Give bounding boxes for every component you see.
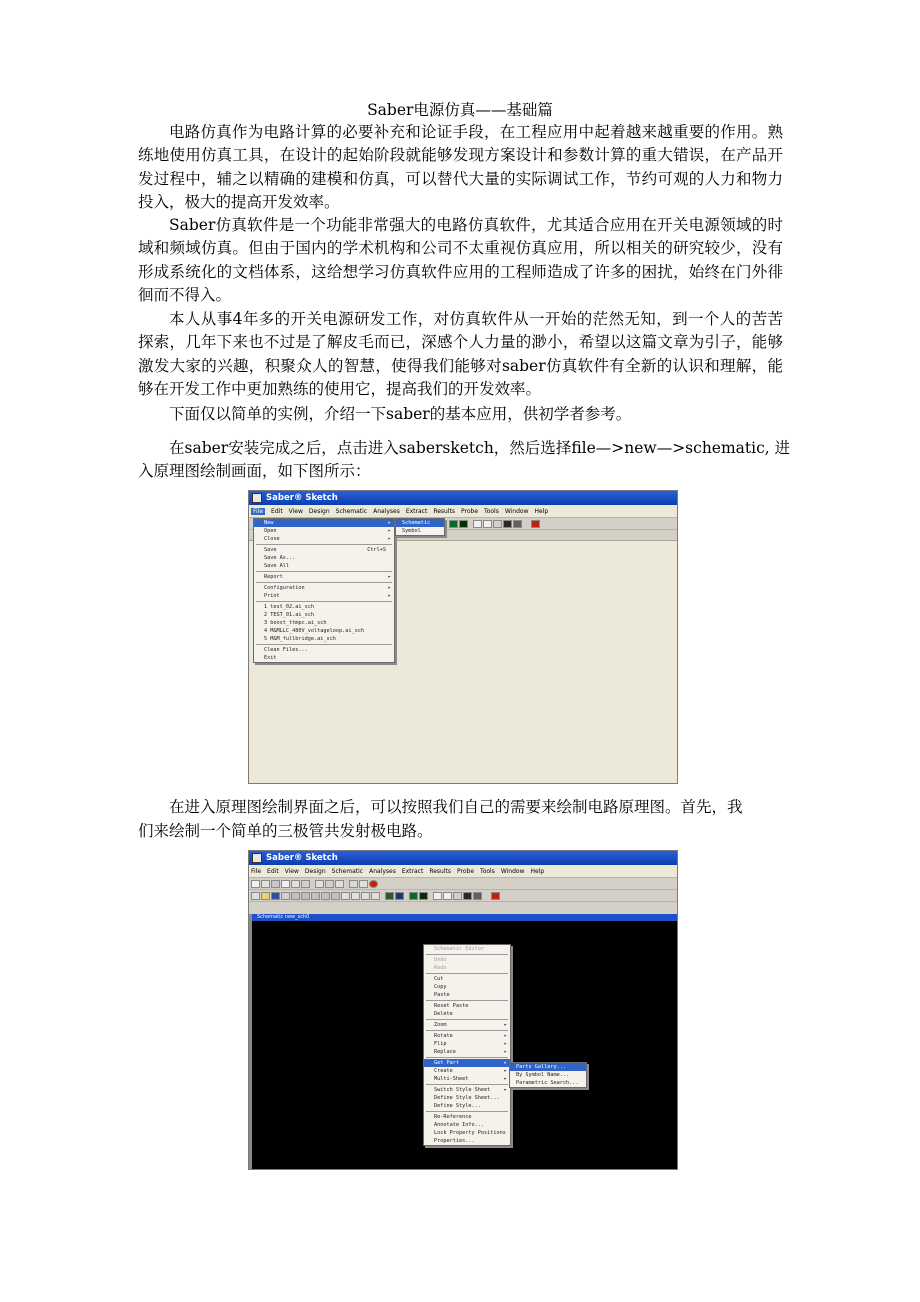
window-title: Saber® Sketch (266, 853, 338, 863)
menu-analyses[interactable]: Analyses (373, 507, 400, 515)
menu-design[interactable]: Design (308, 507, 330, 515)
wave-icon[interactable] (433, 892, 442, 900)
menu-results[interactable]: Results (429, 867, 452, 875)
menu-edit[interactable]: Edit (271, 507, 283, 515)
menu-item-cut[interactable]: Cut (434, 976, 444, 982)
step-icon[interactable] (483, 520, 492, 528)
menu-edit[interactable]: Edit (267, 867, 279, 875)
menu-item-reset-paste[interactable]: Reset Paste (434, 1003, 469, 1009)
file-menu-dropdown (253, 518, 395, 663)
report-icon[interactable] (491, 892, 500, 900)
schematic-context-menu (423, 944, 511, 1146)
menu-item-get-part[interactable]: Get Part ▸ (424, 1059, 510, 1067)
submenu-item-parametric-search[interactable]: Parametric Search... (516, 1080, 579, 1086)
submenu-arrow-icon: ▸ (387, 593, 391, 599)
zoom-fit-icon[interactable] (371, 892, 380, 900)
menu-item-clean-files[interactable]: Clean Files... (264, 647, 308, 653)
hierarchy-icon[interactable] (315, 880, 324, 888)
document-title: Saber电源仿真——基础篇 (367, 101, 553, 119)
menu-extract[interactable]: Extract (401, 867, 424, 875)
pin-icon[interactable] (271, 880, 280, 888)
simulate-icon[interactable] (335, 880, 344, 888)
submenu-arrow-icon: ▸ (387, 520, 391, 526)
print-icon[interactable] (281, 892, 290, 900)
recent-file-item[interactable]: 1 test_02.ai_sch (264, 604, 314, 610)
menu-help[interactable]: Help (534, 507, 549, 515)
menu-design[interactable]: Design (304, 867, 326, 875)
menu-view[interactable]: View (284, 867, 299, 875)
timer-icon[interactable] (291, 880, 300, 888)
submenu-arrow-icon: ▸ (503, 1022, 507, 1028)
submenu-arrow-icon: ▸ (503, 1087, 507, 1093)
shortcut-label: Ctrl+S (367, 547, 386, 553)
menu-item-close[interactable]: Close ▸ (264, 536, 391, 542)
app-icon (252, 853, 262, 863)
cursor-icon[interactable] (513, 520, 522, 528)
paragraph-4: 下面仅以简单的实例，介绍一下saber的基本应用，供初学者参考。 (169, 405, 632, 423)
menu-results[interactable]: Results (433, 507, 456, 515)
menu-item-create[interactable]: Create ▸ (434, 1068, 507, 1074)
probe-icon[interactable] (493, 520, 502, 528)
menu-analyses[interactable]: Analyses (369, 867, 396, 875)
copy-icon[interactable] (301, 892, 310, 900)
submenu-item-parts-gallery[interactable]: Parts Gallery... (510, 1063, 586, 1071)
zoom-in-icon[interactable] (341, 892, 350, 900)
menu-item-redo[interactable]: Redo (434, 965, 447, 971)
bar-graph-icon[interactable] (359, 880, 368, 888)
app-icon (252, 493, 262, 503)
new-submenu (395, 518, 445, 536)
cursor-icon[interactable] (473, 892, 482, 900)
stop-icon[interactable] (369, 880, 378, 888)
menu-item-switch-style[interactable]: Switch Style Sheet ▸ (434, 1087, 507, 1093)
menu-divider (256, 571, 392, 572)
menu-item-lock-property[interactable]: Lock Property Positions (434, 1130, 506, 1136)
graph-icon[interactable] (349, 880, 358, 888)
menu-item-report[interactable]: Report ▸ (264, 574, 391, 580)
menu-item-save-as[interactable]: Save As... (264, 555, 296, 561)
menu-tools[interactable]: Tools (480, 867, 495, 875)
window-titlebar (249, 851, 677, 865)
step-line-2: 入原理图绘制画面，如下图所示： (138, 462, 371, 480)
after-line-1: 在进入原理图绘制界面之后，可以按照我们自己的需要来绘制电路原理图。首先，我 (169, 798, 743, 816)
toolbar-row-1 (249, 878, 677, 890)
menu-item-exit[interactable]: Exit (264, 655, 277, 661)
submenu-arrow-icon: ▸ (387, 585, 391, 591)
menu-probe[interactable]: Probe (457, 867, 475, 875)
menu-item-multi-sheet[interactable]: Multi-Sheet ▸ (434, 1076, 507, 1082)
menu-schematic[interactable]: Schematic (331, 867, 364, 875)
menu-divider (256, 582, 392, 583)
step-line-1: 在saber安装完成之后，点击进入sabersketch，然后选择file—>new—>schematic, 进 (169, 439, 791, 457)
menu-item-paste[interactable]: Paste (434, 992, 450, 998)
menu-item-flip[interactable]: Flip ▸ (434, 1041, 507, 1047)
menu-probe[interactable]: Probe (461, 507, 479, 515)
menu-item-replace[interactable]: Replace ▸ (434, 1049, 507, 1055)
menu-divider (256, 644, 392, 645)
menu-view[interactable]: View (288, 507, 303, 515)
scope-icon[interactable] (419, 892, 428, 900)
toolbar-row-2 (249, 890, 677, 902)
menu-item-print[interactable]: Print ▸ (264, 593, 391, 599)
menu-item-new[interactable]: New ▸ (254, 519, 394, 527)
plot-icon[interactable] (395, 892, 404, 900)
menu-file[interactable]: File (253, 507, 264, 515)
context-menu-header: Schematic Editor (434, 946, 484, 952)
netlist-icon[interactable] (325, 880, 334, 888)
window-frame (249, 914, 252, 1169)
menu-item-define-style[interactable]: Define Style... (434, 1103, 481, 1109)
window-titlebar (249, 491, 677, 505)
new-icon[interactable] (251, 892, 260, 900)
meter-icon[interactable] (449, 520, 458, 528)
step-icon[interactable] (443, 892, 452, 900)
submenu-arrow-icon: ▸ (387, 528, 391, 534)
schematic-window-title: Schematic new_sch0 (249, 914, 677, 921)
menu-divider (256, 544, 392, 545)
grid-icon[interactable] (385, 892, 394, 900)
save-icon[interactable] (271, 892, 280, 900)
menu-item-zoom[interactable]: Zoom ▸ (434, 1022, 507, 1028)
menu-item-save[interactable]: Save Ctrl+S (264, 547, 386, 553)
paragraph-1: 电路仿真作为电路计算的必要补充和论证手段，在工程应用中起着越来越重要的作用。熟练地使用仿真工具，在设计的起始阶段就能够发现方案设计和参数计算的重大错误，在产品开发过程中，辅之以精确的建模和仿真，可以替代大量的实际调试工作，节约可观的人力和物力投入，极大的提高开发效率。 (138, 123, 783, 212)
submenu-arrow-icon: ▸ (503, 1041, 507, 1047)
wire-icon[interactable] (261, 880, 270, 888)
menu-item-open[interactable]: Open ▸ (264, 528, 391, 534)
menu-window[interactable]: Window (500, 867, 525, 875)
paste-icon[interactable] (311, 892, 320, 900)
open-icon[interactable] (261, 892, 270, 900)
part-icon[interactable] (301, 880, 310, 888)
submenu-item-symbol[interactable]: Symbol (402, 528, 421, 534)
analysis-icon[interactable] (503, 520, 512, 528)
submenu-item-schematic[interactable]: Schematic (396, 519, 444, 527)
paragraph-3: 本人从事4年多的开关电源研发工作，对仿真软件从一开始的茫然无知，到一个人的苦苦探索，几年下来也不过是了解皮毛而已，深感个人力量的渺小，希望以这篇文章为引子，能够激发大家的兴趣，积聚众人的智慧，使得我们能够对saber仿真软件有全新的认识和理解，能够在开发工作中更加熟练的使用它，提高我们的开发效率。 (138, 310, 783, 399)
menu-item-save-all[interactable]: Save All (264, 563, 289, 569)
report-icon[interactable] (531, 520, 540, 528)
check-icon[interactable] (281, 880, 290, 888)
submenu-arrow-icon: ▸ (503, 1033, 507, 1039)
get-part-submenu (509, 1062, 587, 1088)
menu-item-delete[interactable]: Delete (434, 1011, 453, 1017)
menu-file[interactable]: File (251, 867, 262, 875)
menu-extract[interactable]: Extract (405, 507, 428, 515)
undo-icon[interactable] (321, 892, 330, 900)
after-line-2: 们来绘制一个简单的三极管共发射极电路。 (138, 822, 433, 840)
pointer-icon[interactable] (251, 880, 260, 888)
wave-icon[interactable] (473, 520, 482, 528)
menu-item-undo[interactable]: Undo (434, 957, 447, 963)
submenu-arrow-icon: ▸ (503, 1060, 507, 1066)
submenu-arrow-icon: ▸ (387, 574, 391, 580)
menu-item-properties[interactable]: Properties... (434, 1138, 475, 1144)
meter-icon[interactable] (409, 892, 418, 900)
cut-icon[interactable] (291, 892, 300, 900)
menu-item-re-reference[interactable]: Re-Reference (434, 1114, 472, 1120)
menu-item-copy[interactable]: Copy (434, 984, 447, 990)
analysis-icon[interactable] (463, 892, 472, 900)
window-title: Saber® Sketch (266, 493, 338, 503)
menu-item-define-style-sheet[interactable]: Define Style Sheet... (434, 1095, 500, 1101)
zoom-icon[interactable] (351, 892, 360, 900)
menu-item-annotate[interactable]: Annotate Info... (434, 1122, 484, 1128)
menu-tools[interactable]: Tools (484, 507, 499, 515)
recent-file-item[interactable]: 4 M&MLLC_480V_voltageloop.ai_sch (264, 628, 364, 634)
recent-file-item[interactable]: 2 TEST_01.ai_sch (264, 612, 314, 618)
submenu-arrow-icon: ▸ (503, 1076, 507, 1082)
recent-file-item[interactable]: 3 boost_ttmpc.ai_sch (264, 620, 327, 626)
menu-divider (256, 601, 392, 602)
submenu-arrow-icon: ▸ (503, 1049, 507, 1055)
menu-window[interactable]: Window (504, 507, 529, 515)
screenshot-file-menu (248, 490, 678, 784)
redo-icon[interactable] (331, 892, 340, 900)
submenu-arrow-icon: ▸ (503, 1068, 507, 1074)
menu-bar (249, 505, 677, 518)
probe-icon[interactable] (453, 892, 462, 900)
zoom-out-icon[interactable] (361, 892, 370, 900)
paragraph-2: Saber仿真软件是一个功能非常强大的电路仿真软件，尤其适合应用在开关电源领域的时域和频域仿真。但由于国内的学术机构和公司不太重视仿真应用，所以相关的研究较少，没有形成系统化的文档体系，这给想学习仿真软件应用的工程师造成了许多的困扰，始终在门外徘徊而不得入。 (138, 216, 783, 305)
menu-bar (249, 865, 677, 878)
submenu-arrow-icon: ▸ (387, 536, 391, 542)
menu-help[interactable]: Help (530, 867, 545, 875)
menu-item-configuration[interactable]: Configuration ▸ (264, 585, 391, 591)
scope-icon[interactable] (459, 520, 468, 528)
screenshot-context-menu (248, 850, 678, 1170)
menu-item-rotate[interactable]: Rotate ▸ (434, 1033, 507, 1039)
submenu-item-by-symbol-name[interactable]: By Symbol Name... (516, 1072, 570, 1078)
menu-schematic[interactable]: Schematic (335, 507, 368, 515)
recent-file-item[interactable]: 5 M&M_fullbridge.ai_sch (264, 636, 336, 642)
